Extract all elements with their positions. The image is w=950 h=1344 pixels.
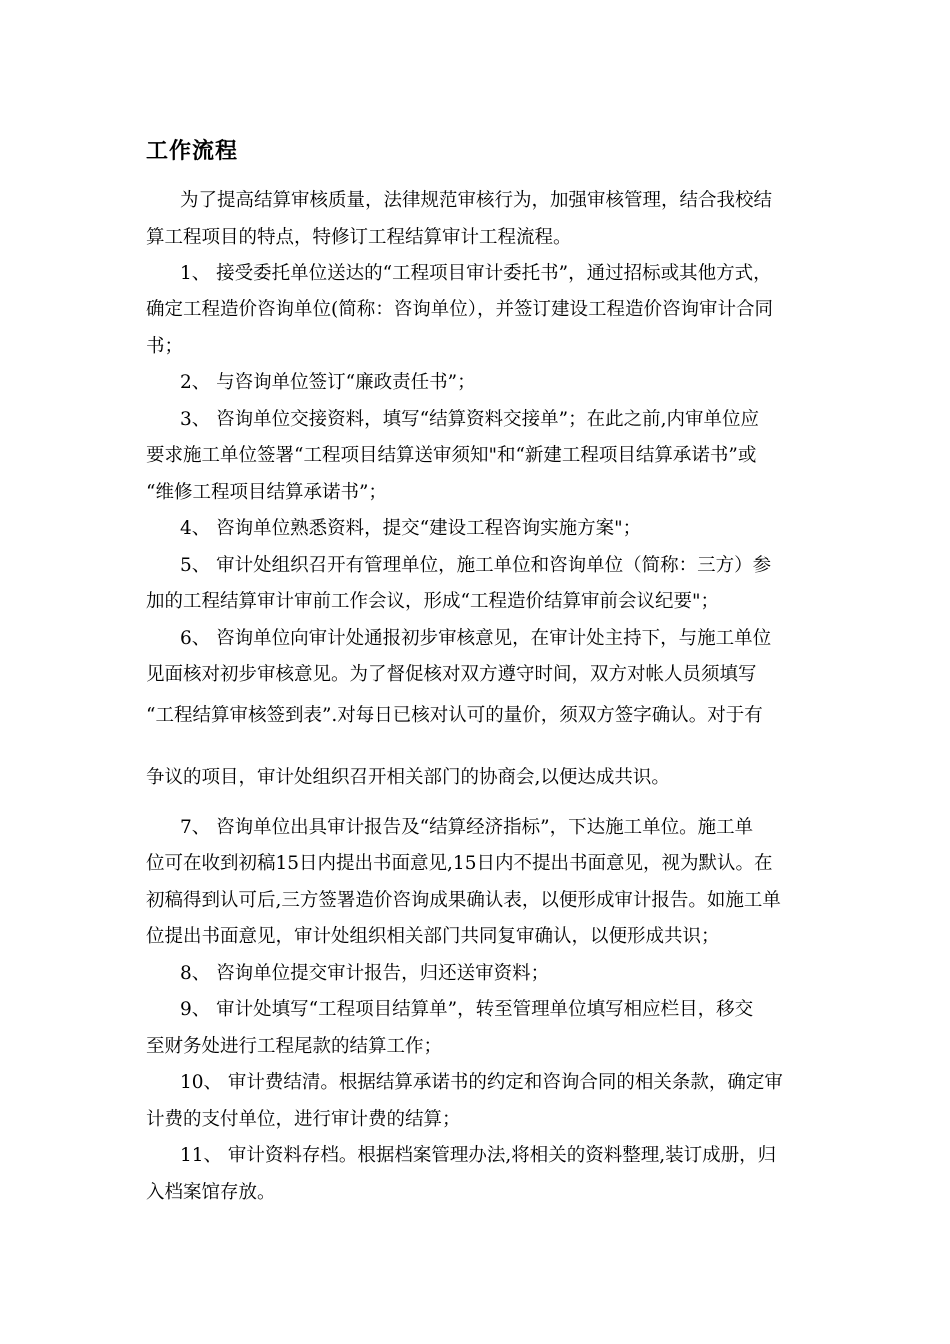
paragraph-line: “工程结算审核签到表”.对每日已核对认可的量价，须双方签字确认。对于有 (146, 705, 763, 726)
paragraph-line: “维修工程项目结算承诺书”； (146, 482, 387, 503)
paragraph-line: 初稿得到认可后,三方签署造价咨询成果确认表，以便形成审计报告。如施工单 (146, 890, 781, 911)
page-title: 工作流程 (146, 139, 239, 164)
paragraph-line: 书； (146, 336, 184, 357)
paragraph-line: 确定工程造价咨询单位(简称：咨询单位），并签订建设工程造价咨询审计合同 (146, 299, 773, 320)
paragraph-line: 位可在收到初稿15日内提出书面意见,15日内不提出书面意见，视为默认。在 (146, 853, 773, 874)
paragraph-line: 11、 审计资料存档。根据档案管理办法,将相关的资料整理,装订成册，归 (180, 1145, 777, 1166)
paragraph-line: 为了提高结算审核质量，法律规范审核行为，加强审核管理，结合我校结 (180, 190, 773, 211)
paragraph-line: 至财务处进行工程尾款的结算工作； (146, 1036, 443, 1057)
paragraph-line: 3、 咨询单位交接资料，填写“结算资料交接单”；在此之前,内审单位应 (180, 409, 759, 430)
paragraph-line: 争议的项目，审计处组织召开相关部门的协商会,以便达成共识。 (146, 767, 670, 788)
paragraph-line: 位提出书面意见，审计处组织相关部门共同复审确认，以便形成共识； (146, 926, 720, 947)
paragraph-line: 8、 咨询单位提交审计报告，归还送审资料； (180, 963, 550, 984)
paragraph-line: 10、 审计费结清。根据结算承诺书的约定和咨询合同的相关条款，确定审 (180, 1072, 783, 1093)
paragraph-line: 见面核对初步审核意见。为了督促核对双方遵守时间，双方对帐人员须填写 (146, 664, 757, 685)
paragraph-line: 2、 与咨询单位签订“廉政责任书”； (180, 372, 476, 393)
paragraph-line: 4、 咨询单位熟悉资料，提交“建设工程咨询实施方案"； (180, 518, 642, 539)
paragraph-line: 1、 接受委托单位送达的“工程项目审计委托书”，通过招标或其他方式， (180, 263, 772, 284)
paragraph-line: 7、 咨询单位出具审计报告及“结算经济指标”，下达施工单位。施工单 (180, 817, 754, 838)
paragraph-line: 加的工程结算审计审前工作会议，形成“工程造价结算审前会议纪要"； (146, 591, 719, 612)
paragraph-line: 算工程项目的特点，特修订工程结算审计工程流程。 (146, 227, 572, 248)
paragraph-line: 6、 咨询单位向审计处通报初步审核意见，在审计处主持下，与施工单位 (180, 628, 772, 649)
paragraph-line: 入档案馆存放。 (146, 1182, 276, 1203)
paragraph-line: 计费的支付单位，进行审计费的结算； (146, 1109, 461, 1130)
paragraph-line: 9、 审计处填写“工程项目结算单”，转至管理单位填写相应栏目，移交 (180, 999, 754, 1020)
paragraph-line: 5、 审计处组织召开有管理单位，施工单位和咨询单位（简称：三方）参 (180, 555, 772, 576)
paragraph-line: 要求施工单位签署“工程项目结算送审须知"和“新建工程项目结算承诺书”或 (146, 445, 757, 466)
